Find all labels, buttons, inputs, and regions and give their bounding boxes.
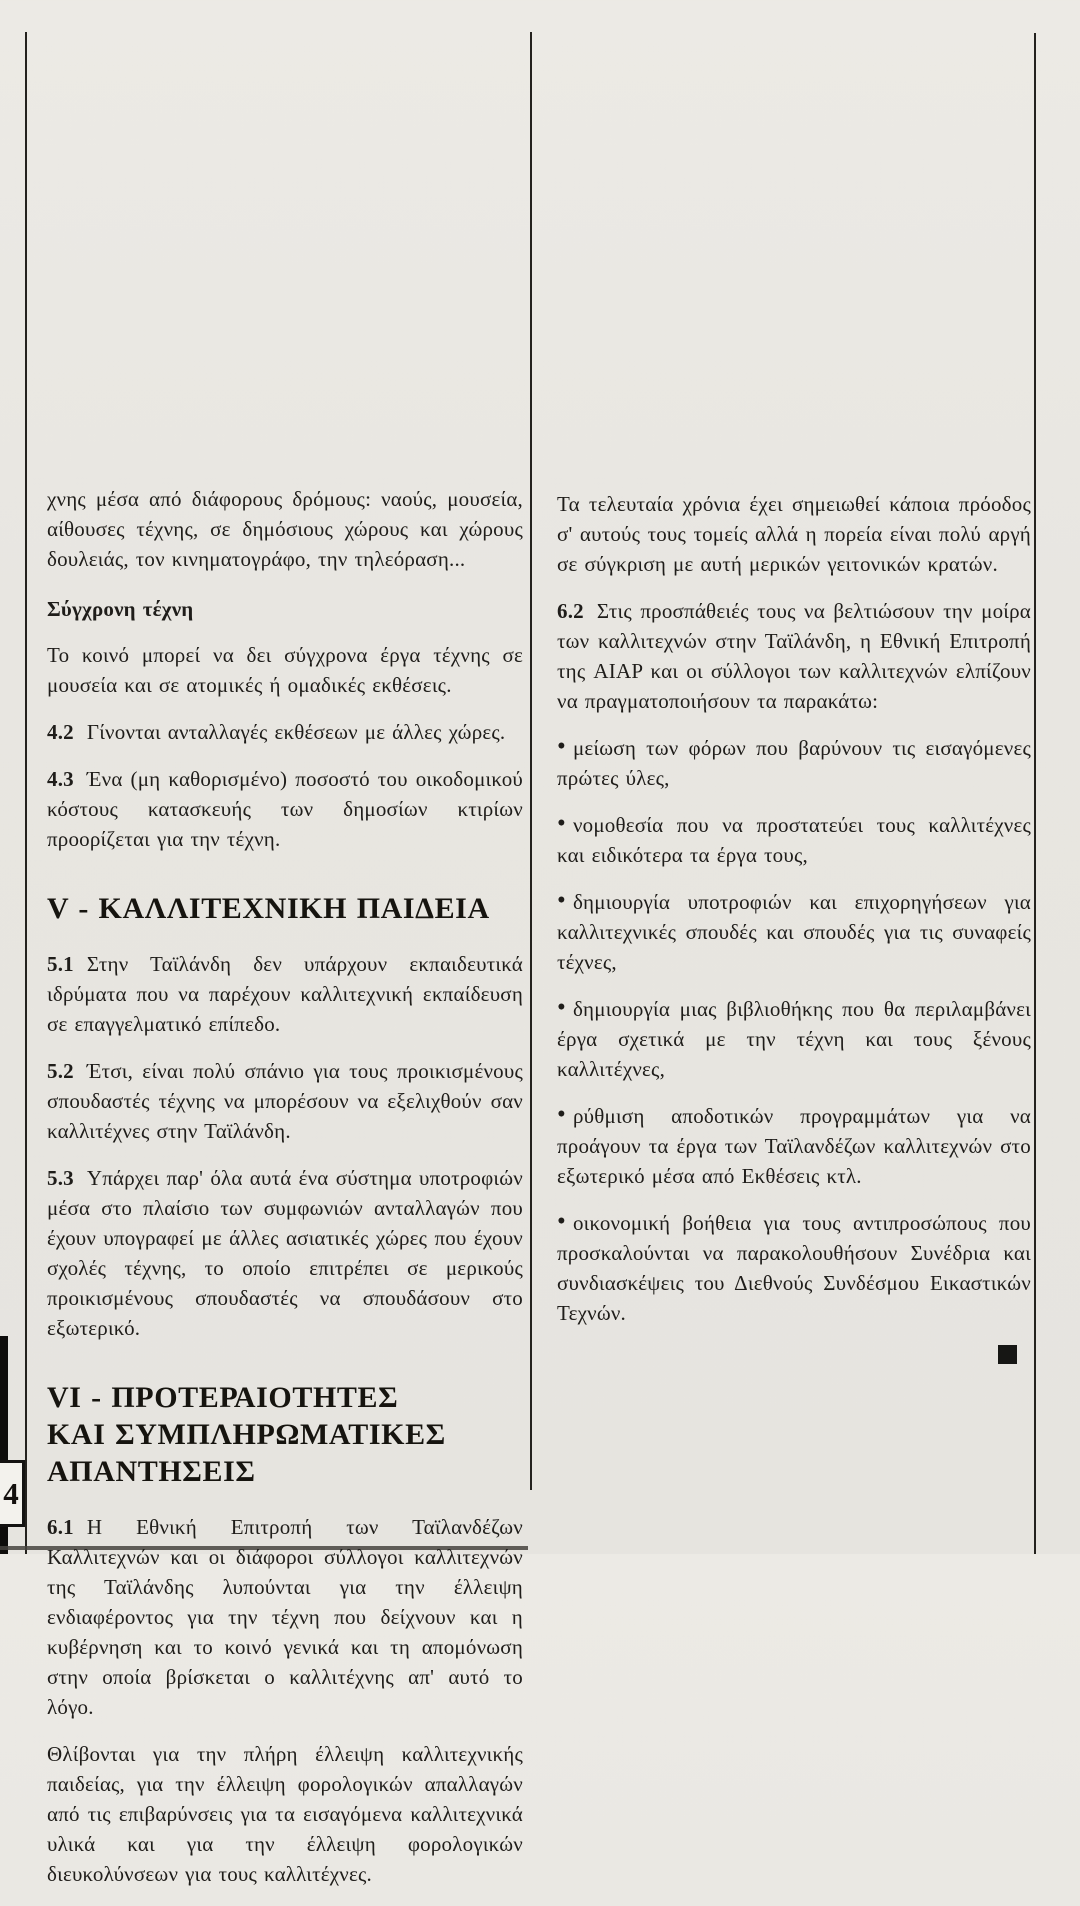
section-number: 5.1 bbox=[47, 952, 74, 976]
paragraph-text: Θλίβονται για την πλήρη έλλειψη καλλιτεχνικής παιδείας, για την έλλειψη φορολογικών απαλλαγών από τις επιβαρύνσεις για τα εισαγόμενα καλλιτεχνικά υλικά και για την έλλειψη φορολογικών διευκολύνσεων για τους καλλιτέχνες. bbox=[47, 1742, 523, 1886]
section-text: Η Εθνική Επιτροπή των Ταϊλανδέζων Καλλιτεχνών και οι διάφοροι σύλλογοι καλλιτεχνών της Ταϊλάνδης λυπούνται για την έλλειψη ενδιαφέροντος για την τέχνη που δείχνουν και η κυβέρνηση και το κοινό γενικά και τη απομόνωση στην οποία βρίσκεται ο καλλιτέχνης απ' αυτό το λόγο. bbox=[47, 1515, 523, 1719]
section-text: Ένα (μη καθορισμένο) ποσοστό του οικοδομικού κόστους κατασκευής των δημοσίων κτιρίων προορίζεται για την τέχνη. bbox=[47, 767, 523, 851]
section-number: 5.2 bbox=[47, 1059, 74, 1083]
section-number: 4.3 bbox=[47, 767, 74, 791]
bullet-dot-icon: • bbox=[557, 994, 566, 1021]
section-text: Έτσι, είναι πολύ σπάνιο για τους προικισμένους σπουδαστές τέχνης να μπορέσουν να εξελιχθούν σαν καλλιτέχνες στην Ταϊλάνδη. bbox=[47, 1059, 523, 1143]
bullet-text: οικονομική βοήθεια για τους αντιπροσώπους που προσκαλούνται να παρακολουθήσουν Συνέδρια και συνδιασκέψεις του Διεθνούς Συνδέσμου Εικαστικών Τεχνών. bbox=[557, 1211, 1031, 1325]
section-5-3 bbox=[47, 1163, 523, 1343]
heading-line: VI - ΠΡΟΤΕΡΑΙΟΤΗΤΕΣ bbox=[47, 1381, 399, 1414]
section-4-2 bbox=[47, 717, 523, 747]
bullet-dot-icon: • bbox=[557, 887, 566, 914]
bullet-item-legislation bbox=[557, 810, 1031, 870]
bullet-dot-icon: • bbox=[557, 733, 566, 760]
section-text: Στην Ταϊλάνδη δεν υπάρχουν εκπαιδευτικά ιδρύματα που να παρέχουν καλλιτεχνική εκπαίδευση σε επαγγελματικό επίπεδο. bbox=[47, 952, 523, 1036]
section-6-1 bbox=[47, 1512, 523, 1722]
section-text: Γίνονται ανταλλαγές εκθέσεων με άλλες χώρες. bbox=[86, 720, 506, 744]
heading-line: ΚΑΙ ΣΥΜΠΛΗΡΩΜΑΤΙΚΕΣ bbox=[47, 1418, 446, 1451]
bullet-dot-icon: • bbox=[557, 1101, 566, 1128]
paragraph-intro-continuation bbox=[47, 484, 523, 574]
heading-line: ΑΠΑΝΤΗΣΕΙΣ bbox=[47, 1455, 256, 1488]
bullet-item-scholarships bbox=[557, 887, 1031, 977]
paragraph-sorrow bbox=[47, 1739, 523, 1889]
bullet-dot-icon: • bbox=[557, 810, 566, 837]
paragraph-text: Το κοινό μπορεί να δει σύγχρονα έργα τέχνης σε μουσεία και σε ατομικές ή ομαδικές εκθέσεις. bbox=[47, 643, 523, 697]
bullet-item-programs bbox=[557, 1101, 1031, 1191]
bullet-text: νομοθεσία που να προστατεύει τους καλλιτέχνες και ειδικότερα τα έργα τους, bbox=[557, 813, 1031, 867]
section-number: 4.2 bbox=[47, 720, 74, 744]
heading-v-artistic-education: V - ΚΑΛΛΙΤΕΧΝΙΚΗ ΠΑΙΔΕΙΑ bbox=[47, 892, 490, 925]
section-5-2 bbox=[47, 1056, 523, 1146]
section-number: 6.2 bbox=[557, 599, 584, 623]
paragraph-progress bbox=[557, 489, 1031, 579]
end-of-article-marker bbox=[998, 1345, 1017, 1364]
section-number: 6.1 bbox=[47, 1515, 74, 1539]
bullet-text: δημιουργία υποτροφιών και επιχορηγήσεων για καλλιτεχνικές σπουδές και σπουδές για τις συναφείς τέχνες, bbox=[557, 890, 1031, 974]
bullet-text: ρύθμιση αποδοτικών προγραμμάτων για να προάγουν τα έργα των Ταϊλανδέζων καλλιτεχνών στο εξωτερικό μέσα από Εκθέσεις κτλ. bbox=[557, 1104, 1031, 1188]
bullet-item-taxes bbox=[557, 733, 1031, 793]
bullet-item-library bbox=[557, 994, 1031, 1084]
bullet-text: μείωση των φόρων που βαρύνουν τις εισαγόμενες πρώτες ύλες, bbox=[557, 736, 1031, 790]
paragraph-text: χνης μέσα από διάφορους δρόμους: ναούς, μουσεία, αίθουσες τέχνης, σε δημόσιους χώρους και χώρους δουλειάς, τον κινηματογράφο, την τηλεόραση... bbox=[47, 487, 523, 571]
section-4-3 bbox=[47, 764, 523, 854]
left-column bbox=[47, 484, 523, 1906]
bullet-text: δημιουργία μιας βιβλιοθήκης που θα περιλαμβάνει έργα σχετικά με την τέχνη και τους ξένους καλλιτέχνες, bbox=[557, 997, 1031, 1081]
section-6-2 bbox=[557, 596, 1031, 716]
section-5-1 bbox=[47, 949, 523, 1039]
page-number-box bbox=[0, 1460, 25, 1527]
subheading-contemporary-art: Σύγχρονη τέχνη bbox=[47, 597, 194, 621]
heading-vi-priorities bbox=[47, 1379, 523, 1490]
section-text: Υπάρχει παρ' όλα αυτά ένα σύστημα υποτροφιών μέσα στο πλαίσιο των συμφωνιών ανταλλαγών που έχουν υπογραφεί με άλλες ασιατικές χώρες που έχουν σχολές τέχνης, το οποίο επιτρέπει σε μερικούς προικισμένους σπουδαστές να σπουδάσουν στο εξωτερικό. bbox=[47, 1166, 523, 1340]
right-page-rule bbox=[1034, 33, 1036, 1554]
column-divider-rule bbox=[530, 32, 532, 1490]
paragraph-public-art bbox=[47, 640, 523, 700]
left-page-rule bbox=[25, 32, 27, 1554]
section-number: 5.3 bbox=[47, 1166, 74, 1190]
right-column bbox=[557, 489, 1031, 1364]
section-text: Στις προσπάθειές τους να βελτιώσουν την μοίρα των καλλιτεχνών στην Ταϊλάνδη, η Εθνική Επιτροπή της AIAP και οι σύλλογοι των καλλιτεχνών ελπίζουν να πραγματοποιήσουν τα παρακάτω: bbox=[557, 599, 1031, 713]
bullet-item-financial-aid bbox=[557, 1208, 1031, 1328]
page-number: 4 bbox=[3, 1476, 19, 1511]
paragraph-text: Τα τελευταία χρόνια έχει σημειωθεί κάποια πρόοδος σ' αυτούς τους τομείς αλλά η πορεία είναι πολύ αργή σε σύγκριση με αυτή μερικών γειτονικών κρατών. bbox=[557, 492, 1031, 576]
bullet-dot-icon: • bbox=[557, 1208, 566, 1235]
